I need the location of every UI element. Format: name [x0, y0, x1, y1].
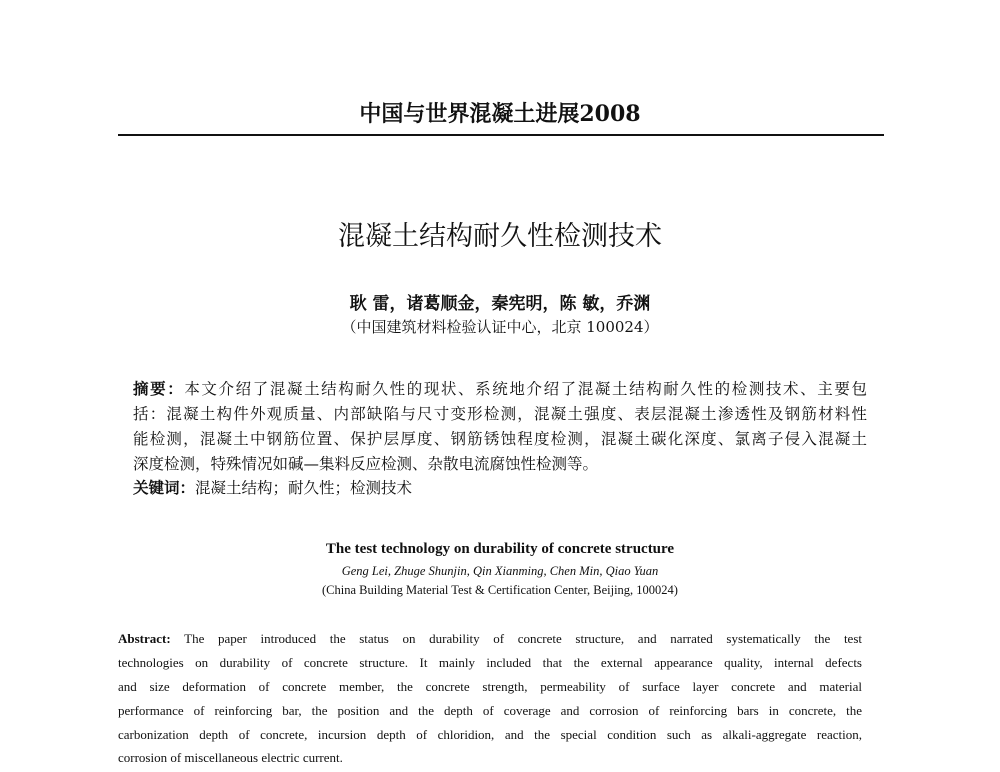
english-abstract-line: technologies on durability of concrete structure. It mainly included that the external appearance quality, internal defects — [118, 655, 862, 670]
english-abstract-line: performance of reinforcing bar, the position and the depth of coverage and corrosion of reinforcing bars in concrete, the — [118, 703, 862, 718]
chinese-abstract-line: 括：混凝土构件外观质量、内部缺陷与尺寸变形检测，混凝土强度、表层混凝土渗透性及钢筋材料性 — [133, 405, 867, 423]
english-abstract-line: Abstract: The paper introduced the status on durability of concrete structure, and narrated systematically the test — [118, 631, 862, 646]
chinese-authors: 耿 雷，诸葛顺金，秦宪明，陈 敏，乔渊 — [349, 294, 651, 314]
english-abstract-line: corrosion of miscellaneous electric current. — [118, 750, 343, 765]
journal-header: 中国与世界混凝土进展2008 — [359, 101, 641, 127]
chinese-keywords: 关键词：混凝土结构；耐久性；检测技术 — [133, 479, 413, 497]
chinese-affiliation: （中国建筑材料检验认证中心，北京 100024） — [341, 318, 659, 336]
english-abstract-label: Abstract: — [118, 631, 171, 646]
english-affiliation: (China Building Material Test & Certification Center, Beijing, 100024) — [322, 583, 678, 597]
english-authors: Geng Lei, Zhuge Shunjin, Qin Xianming, Chen Min, Qiao Yuan — [341, 564, 659, 578]
chinese-abstract-line: 摘要：本文介绍了混凝土结构耐久性的现状、系统地介绍了混凝土结构耐久性的检测技术、主要包 — [133, 380, 867, 398]
english-title: The test technology on durability of concrete structure — [325, 541, 675, 557]
header-rule — [118, 134, 884, 136]
chinese-abstract-label: 摘要： — [133, 380, 185, 398]
english-abstract-line: carbonization depth of concrete, incursion depth of chloridion, and the special condition such as alkali-aggregate reaction, — [118, 727, 862, 742]
english-abstract-line: and size deformation of concrete member, the concrete strength, permeability of surface layer concrete and material — [118, 679, 862, 694]
chinese-abstract-line: 深度检测，特殊情况如碱—集料反应检测、杂散电流腐蚀性检测等。 — [133, 455, 599, 473]
keywords-label: 关键词： — [133, 479, 196, 497]
chinese-title: 混凝土结构耐久性检测技术 — [338, 221, 662, 252]
chinese-abstract-line: 能检测，混凝土中钢筋位置、保护层厚度、钢筋锈蚀程度检测，混凝土碳化深度、氯离子侵入混凝土 — [133, 430, 867, 448]
